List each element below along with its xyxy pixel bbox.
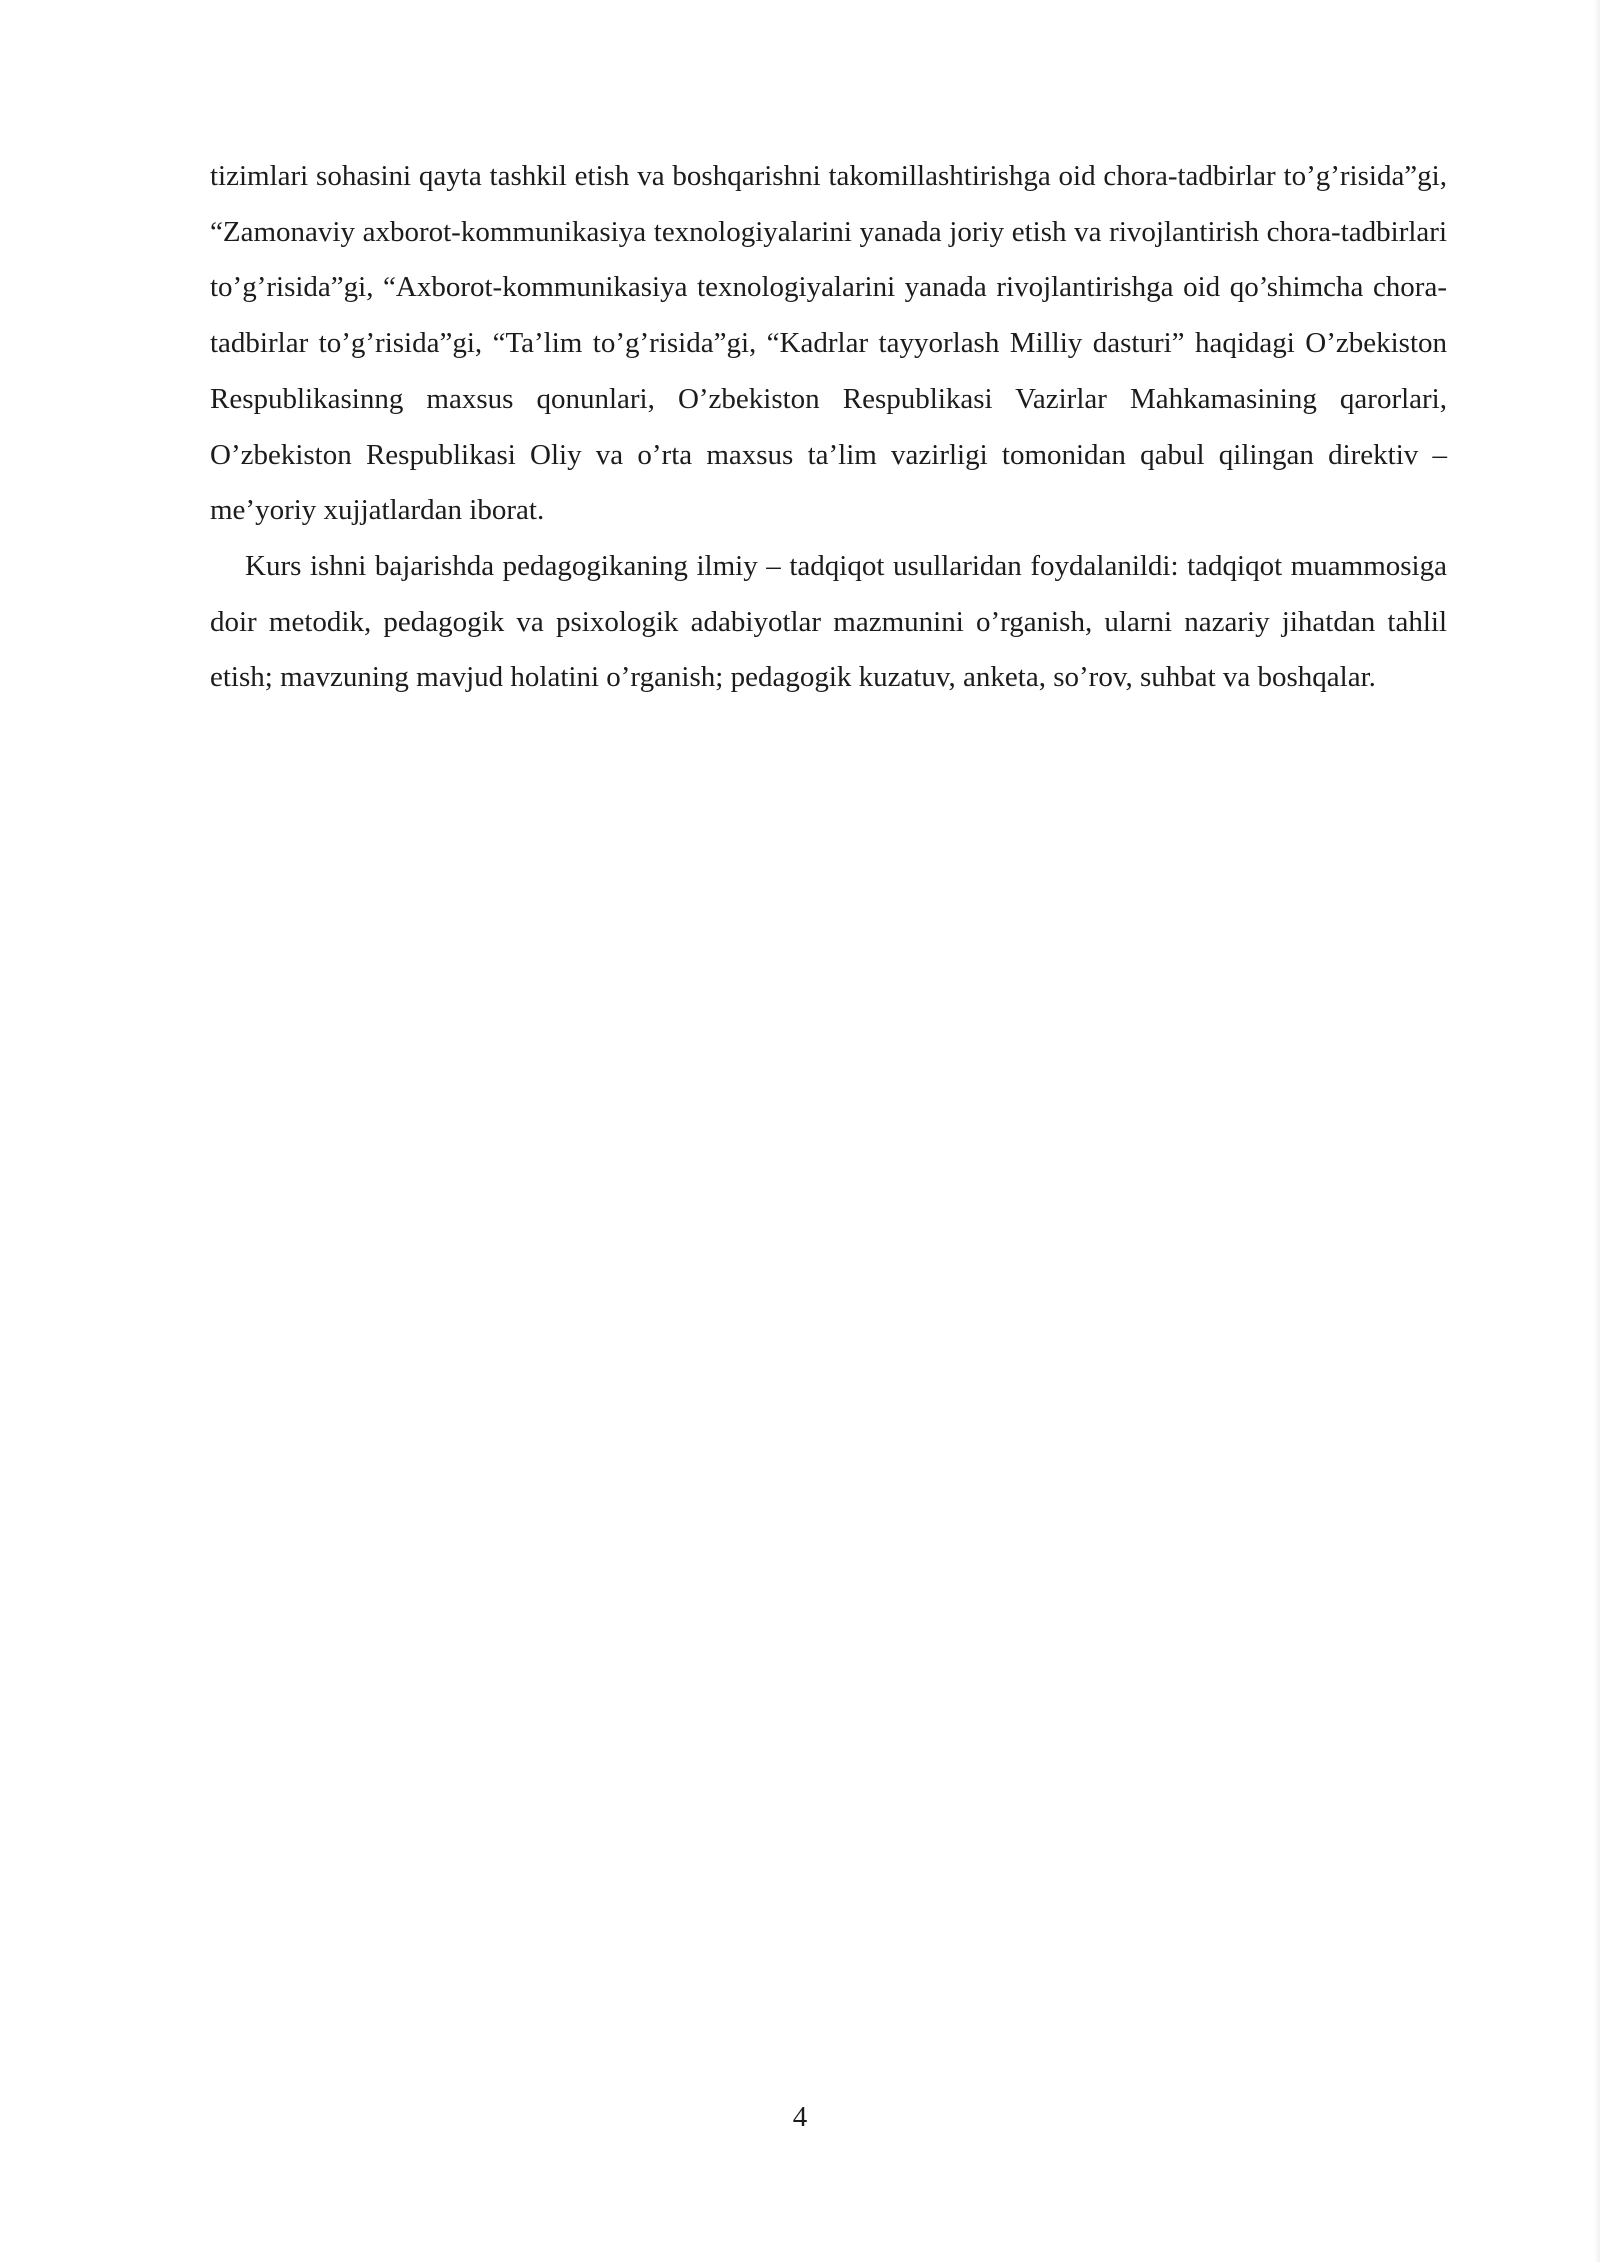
page-edge-shadow [1594, 0, 1600, 2262]
paragraph-research-methods: Kurs ishni bajarishda pedagogikaning ilmiy – tadqiqot usullaridan foydalanildi: tadqiqot muammosiga doir metodik, pedagogik va psixologik adabiyotlar mazmunini o’rganish, ularni nazariy jihatdan tahlil etish; mavzuning mavjud holatini o’rganish; pedagogik kuzatuv, anketa, so’rov, suhbat va boshqalar. [210, 549, 1447, 694]
paragraph-continuation: tizimlari sohasini qayta tashkil etish va boshqarishni takomillashtirishga oid chora-tadbirlar to’g’risida”gi, “Zamonaviy axborot-kommunikasiya texnologiyalarini yanada joriy etish va rivojlantirish chora-tadbirlari to’g’risida”gi, “Axborot-kommunikasiya texnologiyalarini yanada rivojlantirishga oid qo’shimcha chora-tadbirlar to’g’risida”gi, “Ta’lim to’g’risida”gi, “Kadrlar tayyorlash Milliy dasturi” haqidagi O’zbekiston Respublikasinng maxsus qonunlari, O’zbekiston Respublikasi Vazirlar Mahkamasining qarorlari, O’zbekiston Respublikasi Oliy va o’rta maxsus ta’lim vazirligi tomonidan qabul qilingan direktiv – me’yoriy xujjatlardan iborat. [210, 160, 1447, 527]
body-text [210, 149, 1447, 706]
page-number: 4 [792, 2101, 808, 2133]
